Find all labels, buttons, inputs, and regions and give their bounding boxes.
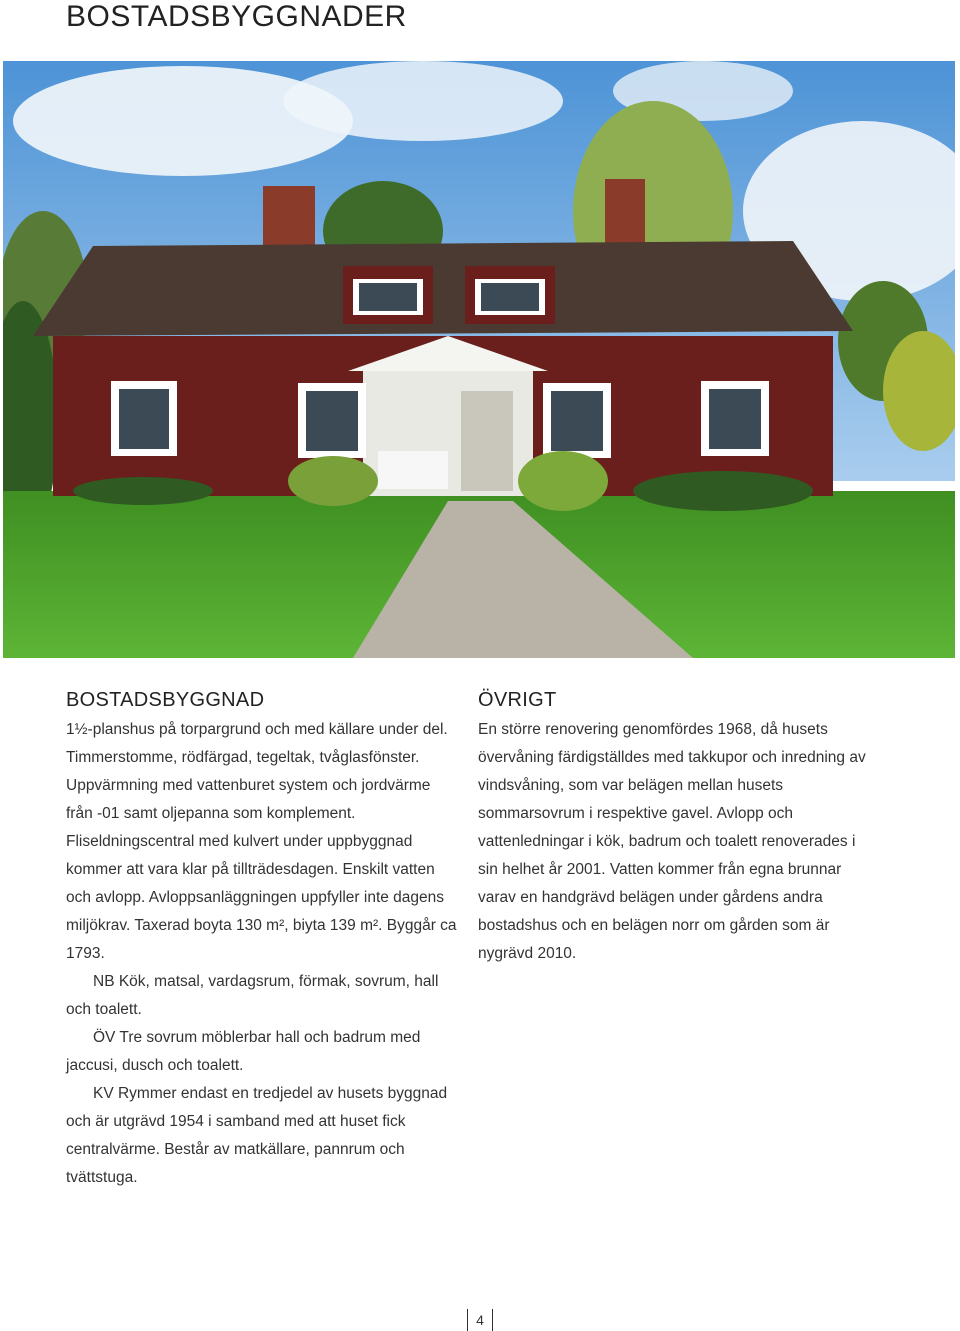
bush: [518, 451, 608, 511]
paragraph: 1½-planshus på torpargrund och med källare under del. Timmerstomme, rödfärgad, tegeltak, tvåglasfönster. Uppvärmning med vattenburet system och jordvärme från -01 samt oljepanna som komplement. Fliseldningscentral med kulvert under uppbyggnad kommer att vara klar på tillträdesdagen. Enskilt vatten och avlopp. Avloppsanläggningen uppfyller inte dagens miljökrav. Taxerad boyta 130 m², biyta 139 m². Byggår ca 1793.: [66, 721, 457, 962]
bush: [288, 456, 378, 506]
bush: [73, 477, 213, 505]
page-number: 4: [467, 1309, 493, 1331]
right-column: [478, 686, 878, 968]
paragraph: ÖV Tre sovrum möblerbar hall och badrum med jaccusi, dusch och toalett.: [66, 1029, 421, 1074]
paragraph: En större renovering genomfördes 1968, då husets övervåning färdigställdes med takkupor och inredning av vindsvåning, som var belägen mellan husets sommarsovrum i respektive gavel. Avlopp och vattenledningar i kök, badrum och toalett renoverades i sin helhet år 2001. Vatten kommer från egna brunnar varav en handgrävd belägen under gårdens andra bostadshus och en belägen norr om gården som är nygrävd 2010.: [478, 721, 866, 962]
left-column: [66, 686, 458, 1192]
front-door: [461, 391, 513, 491]
cloud: [283, 61, 563, 141]
paragraph: NB Kök, matsal, vardagsrum, förmak, sovrum, hall och toalett.: [66, 973, 439, 1018]
page-title: BOSTADSBYGGNADER: [66, 0, 407, 33]
section-heading-ovrigt: ÖVRIGT: [478, 689, 557, 711]
house-illustration: [3, 61, 955, 658]
roof: [33, 241, 853, 336]
paragraph: KV Rymmer endast en tredjedel av husets byggnad och är utgrävd 1954 i samband med att huset fick centralvärme. Består av matkällare, pannrum och tvättstuga.: [66, 1085, 448, 1186]
bush: [633, 471, 813, 511]
house-photo: [3, 61, 955, 658]
section-heading-bostadsbyggnad: BOSTADSBYGGNAD: [66, 689, 265, 711]
